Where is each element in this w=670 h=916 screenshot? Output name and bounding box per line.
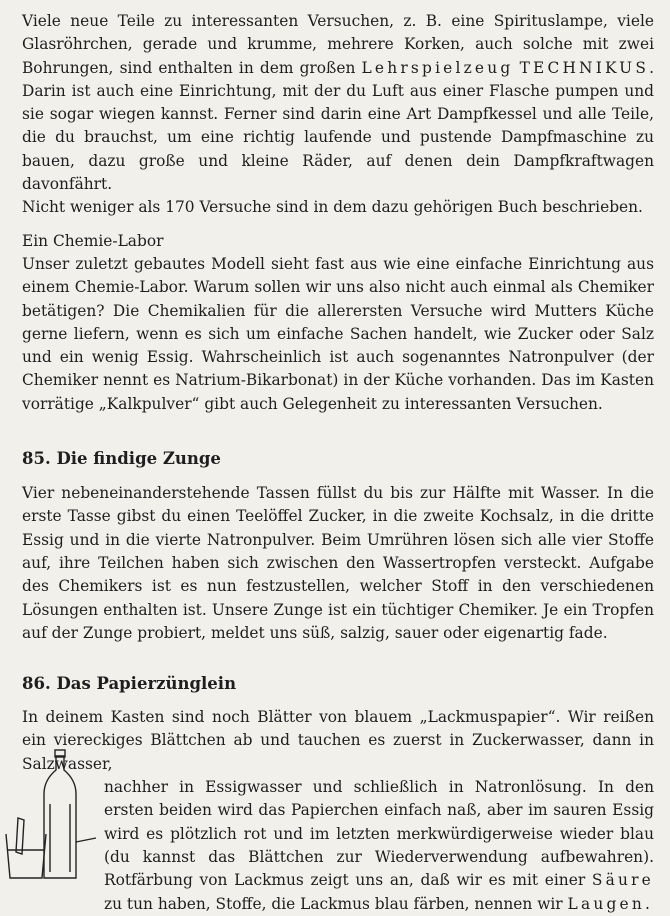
chemie-body: Unser zuletzt gebautes Modell sieht fast aus wie eine einfache Einrichtung aus einem Chemie-Labor. Warum sollen wir uns also nicht auch einmal als Chemiker betätigen? Die Chemikalien für die allerersten Versuche wird Mutters Küche gerne liefern, wenn es sich um einfache Sachen handelt, wie Zucker oder Salz und ein wenig Essig. Wahrscheinlich ist auch sogenanntes Natronpulver (der Chemiker nennt es Natrium-Bikarbonat) in der Küche vorhanden. Das im Kasten vorrätige „Kalkpulver“ gibt auch Gelegenheit zu interessanten Versuchen.	[22, 254, 654, 413]
page-content	[22, 10, 654, 916]
brand-technikus: TECHNIKUS	[519, 58, 650, 77]
chemie-title: Ein Chemie-Labor	[22, 231, 164, 250]
bottle-and-glass-illustration	[0, 734, 100, 884]
intro-text-c: Nicht weniger als 170 Versuche sind in dem dazu gehörigen Buch beschrieben.	[22, 198, 643, 217]
term-laugen: Laugen	[567, 894, 645, 913]
intro-text-b: . Darin ist auch eine Einrichtung, mit der du Luft aus einer Flasche pumpen und sie sogar wiegen kannst. Ferner sind darin eine Art Dampfkessel und alle Teile, die du brauchst, um eine richtig laufende und pustende Dampfmaschine zu bauen, dazu große und kleine Räder, auf denen dein Dampfkraftwagen davonfährt.	[22, 58, 654, 194]
brand-lehrspielzeug: Lehrspielzeug	[361, 58, 514, 77]
term-saeure: Säure	[591, 871, 654, 890]
section-85-body: Vier nebeneinanderstehende Tassen füllst du bis zur Hälfte mit Wasser. In die erste Tasse gibst du einen Teelöffel Zucker, in die zweite Kochsalz, in die dritte Essig und in die vierte Natronpulver. Beim Umrühren lösen sich alle vier Stoffe auf, ihre Teilchen haben sich zwischen den Wassertropfen versteckt. Aufgabe des Chemikers ist es nun festzustellen, welcher Stoff in den verschiedenen Lösungen enthalten ist. Unsere Zunge ist ein tüchtiger Chemiker. Je ein Tropfen auf der Zunge probiert, meldet uns süß, salzig, sauer oder eigenartig fade.	[22, 484, 654, 642]
s86-text-c: .	[644, 894, 650, 913]
intro-paragraph	[22, 10, 654, 220]
intro-text-a: Viele neue Teile zu interessanten Versuchen, z. B. eine Spirituslampe, viele Glasröhrchen, gerade und krumme, mehrere Korken, auch solche mit zwei Bohrungen, sind enthalten in dem großen	[22, 12, 654, 77]
section-86-body-top: In deinem Kasten sind noch Blätter von blauem „Lackmuspapier“. Wir reißen ein viereckiges Blättchen ab und tauchen es zuerst in Zuckerwasser, dann in Salzwasser,	[22, 708, 654, 773]
s86-text-a: nachher in Essigwasser und schließlich in Natronlösung. In den ersten beiden wird das Papierchen einfach naß, aber im sauren Essig wird es plötzlich rot und im letzten merkwürdigerweise wieder blau (du kannst das Blättchen zur Wiederverwendung aufbewahren). Rotfärbung von Lackmus zeigt uns an, daß wir es mit einer	[104, 778, 654, 890]
section-86-heading: 86. Das Papierzünglein	[22, 674, 237, 694]
section-85-heading: 85. Die findige Zunge	[22, 449, 221, 469]
s86-text-b: zu tun haben, Stoffe, die Lackmus blau färben, nennen wir	[104, 894, 568, 913]
